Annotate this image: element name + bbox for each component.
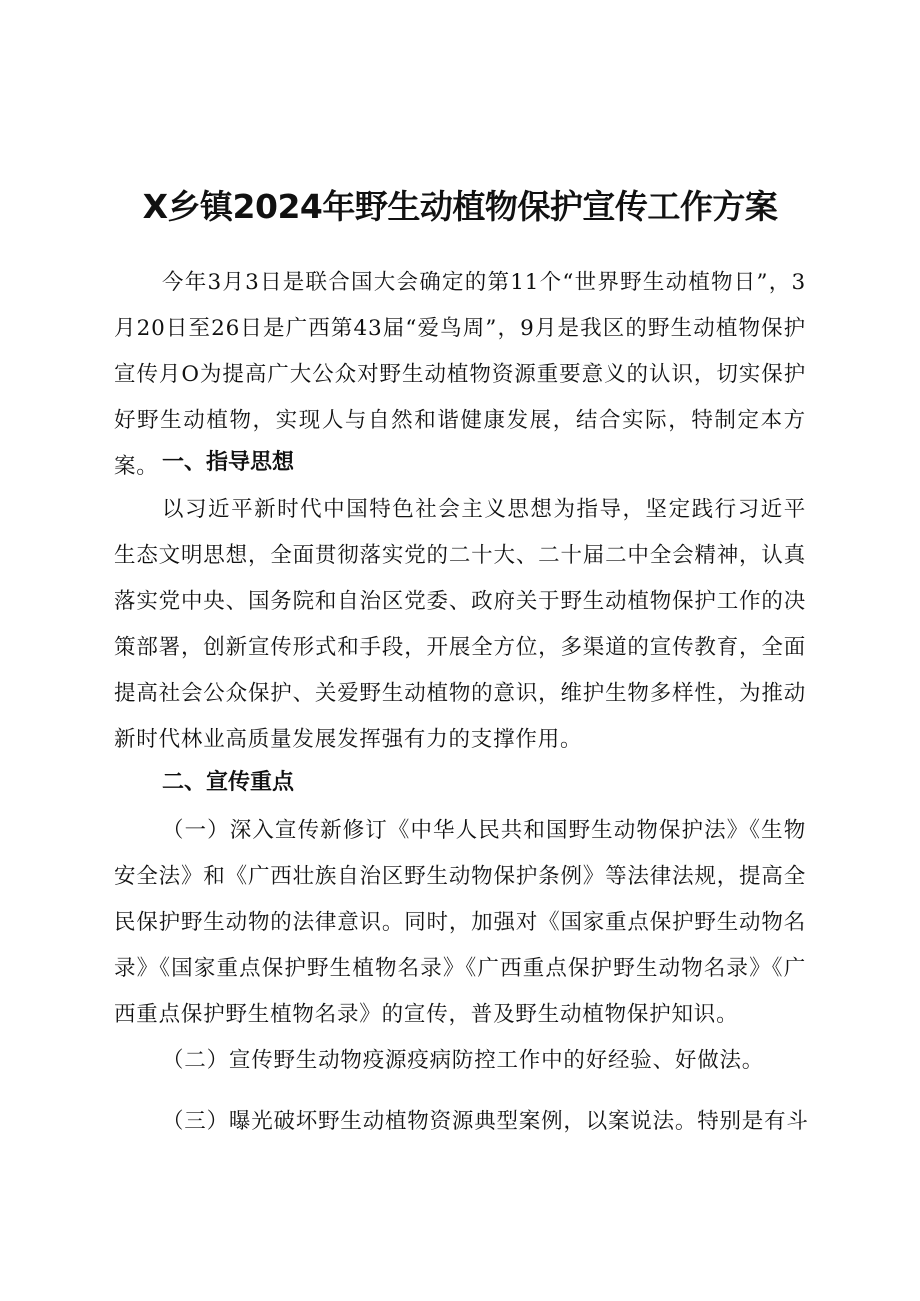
guiding-ideology-paragraph: 以习近平新时代中国特色社会主义思想为指导，坚定践行习近平生态文明思想，全面贯彻落实党的二十大、二十届二中全会精神，认真落实党中央、国务院和自治区党委、政府关于野生动植物保护工作的决策部署，创新宣传形式和手段，开展全方位，多渠道的宣传教育，全面提高社会公众保护、关爱野生动植物的意识，维护生物多样性，为推动新时代林业高质量发展发挥强有力的支撑作用。: [114, 497, 806, 752]
publicity-focus-item-2: （二）宣传野生动物疫源疫病防控工作中的好经验、好做法。: [162, 1048, 765, 1073]
intro-paragraph: 今年3月3日是联合国大会确定的第11个“世界野生动植物日”，3月20日至26日是广西第43届“爱鸟周”，9月是我区的野生动植物保护宣传月O为提高广大公众对野生动植物资源重要意义的认识，切实保护好野生动植物，实现人与自然和谐健康发展，结合实际，特制定本方案。: [114, 270, 806, 479]
publicity-focus-item-1: （一）深入宣传新修订《中华人民共和国野生动物保护法》《生物安全法》和《广西壮族自治区野生动物保护条例》等法律法规，提高全民保护野生动物的法律意识。同时，加强对《国家重点保护野生动物名录》《国家重点保护野生植物名录》《广西重点保护野生动物名录》《广西重点保护野生植物名录》的宣传，普及野生动植物保护知识。: [114, 818, 806, 1027]
document-title: X乡镇2024年野生动植物保护宣传工作方案: [142, 187, 778, 227]
section-heading-guiding-ideology: 一、指导思想: [162, 450, 295, 475]
publicity-focus-item-3: （三）曝光破坏野生动植物资源典型案例，以案说法。特别是有斗: [162, 1109, 809, 1134]
section-heading-publicity-focus: 二、宣传重点: [162, 770, 295, 795]
